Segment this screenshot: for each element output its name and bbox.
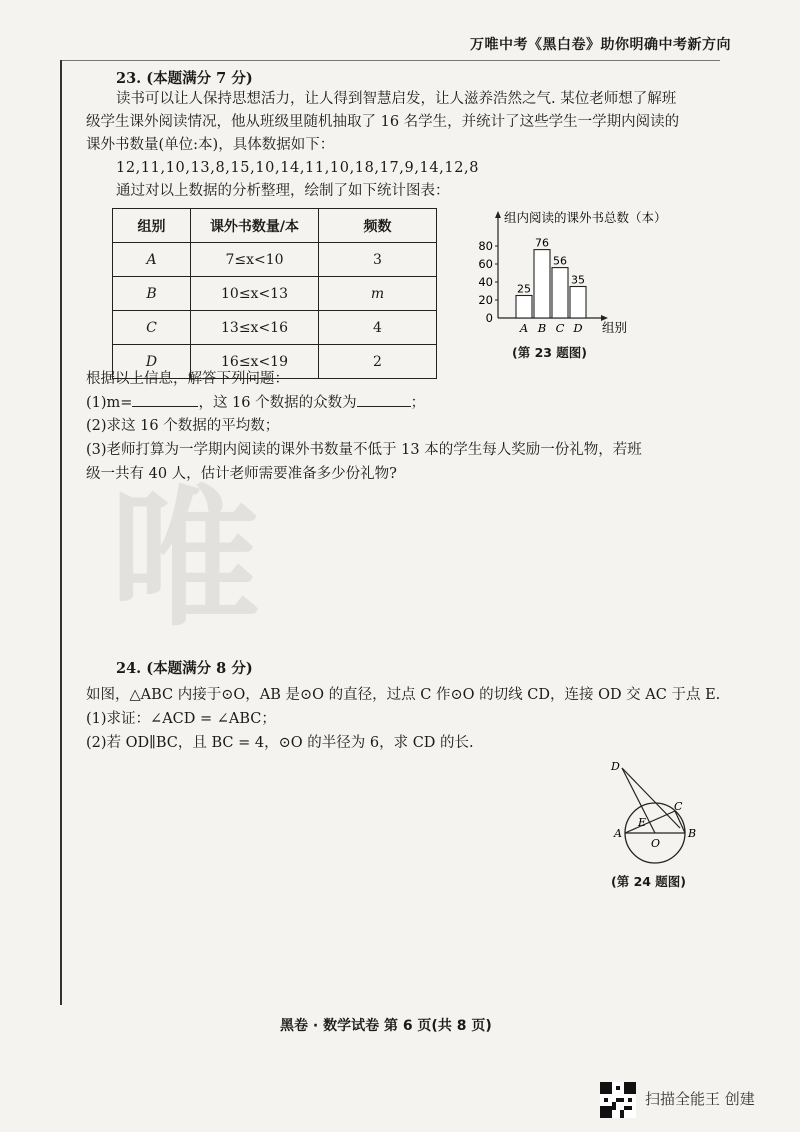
q23-after-data: 通过对以上数据的分析整理，绘制了如下统计图表： bbox=[116, 183, 450, 199]
y-tick-label: 0 bbox=[485, 311, 493, 325]
q23-part3-line1: (3)老师打算为一学期内阅读的课外书数量不低于 13 本的学生每人奖励一份礼物，若班 bbox=[86, 442, 642, 458]
table-cell: 10≤x<13 bbox=[191, 277, 319, 311]
bar-a bbox=[516, 296, 532, 319]
data-label: 76 bbox=[535, 236, 549, 250]
table-header-row bbox=[113, 209, 437, 243]
table-cell: C bbox=[113, 311, 191, 345]
y-axis-arrow-icon bbox=[495, 211, 501, 218]
x-tick-label: C bbox=[555, 321, 565, 335]
q24-title: 24. (本题满分 8 分) bbox=[116, 660, 253, 677]
page-footer: 黑卷 · 数学试卷 第 6 页(共 8 页) bbox=[280, 1018, 492, 1034]
data-label: 25 bbox=[517, 282, 531, 296]
answer-blank-m[interactable] bbox=[132, 392, 198, 407]
margin-rule bbox=[60, 60, 62, 1005]
header-slogan: 万唯中考《黑白卷》助你明确中考新方向 bbox=[470, 37, 731, 53]
q23-data-line: 12,11,10,13,8,15,10,14,11,10,18,17,9,14,12,8 bbox=[116, 160, 480, 176]
q24-line3: (2)若 OD∥BC，且 BC = 4，⊙O 的半径为 6，求 CD 的长. bbox=[86, 735, 474, 751]
point-a-label: A bbox=[614, 827, 622, 840]
bar-c bbox=[552, 268, 568, 318]
point-b-label: B bbox=[688, 827, 697, 840]
table-cell: 4 bbox=[319, 311, 437, 345]
table-cell: 3 bbox=[319, 243, 437, 277]
table-row bbox=[113, 277, 437, 311]
table-cell: 7≤x<10 bbox=[191, 243, 319, 277]
bar-d bbox=[570, 287, 586, 319]
q23-part1-label: (1)m= bbox=[86, 395, 133, 411]
data-label: 56 bbox=[553, 254, 567, 268]
point-e-label: E bbox=[638, 816, 647, 829]
q23-part1 bbox=[86, 392, 425, 414]
table-row bbox=[113, 243, 437, 277]
frequency-table bbox=[112, 208, 437, 379]
y-tick-label: 40 bbox=[478, 275, 493, 289]
bar-chart bbox=[470, 205, 667, 340]
y-tick-label: 60 bbox=[478, 257, 493, 271]
chart-title: 组内阅读的课外书总数（本） bbox=[504, 210, 667, 225]
q24-line1: 如图，△ABC 内接于⊙O，AB 是⊙O 的直径，过点 C 作⊙O 的切线 CD，连接 OD 交 AC 于点 E. bbox=[86, 687, 721, 703]
q23-intro-line2: 级学生课外阅读情况，他从班级里随机抽取了 16 名学生，并统计了这些学生一学期内阅读的 bbox=[86, 114, 680, 130]
q23-part1-end: ； bbox=[410, 395, 426, 411]
point-o-label: O bbox=[651, 837, 661, 850]
table-cell: 2 bbox=[319, 345, 437, 379]
tangent-cd bbox=[622, 768, 680, 828]
q23-part3-line2: 级一共有 40 人，估计老师需要准备多少份礼物? bbox=[86, 466, 397, 482]
y-tick-label: 20 bbox=[478, 293, 493, 307]
table-cell: 13≤x<16 bbox=[191, 311, 319, 345]
point-d-label: D bbox=[611, 760, 620, 773]
q24-line2: (1)求证：∠ACD = ∠ABC； bbox=[86, 711, 276, 727]
header-divider bbox=[60, 60, 720, 61]
bar-b bbox=[534, 250, 550, 318]
table-cell: m bbox=[319, 277, 437, 311]
x-tick-label: B bbox=[537, 321, 547, 335]
table-header-cell: 频数 bbox=[319, 209, 437, 243]
circle-geometry-figure bbox=[600, 750, 710, 870]
table-cell: A bbox=[113, 243, 191, 277]
point-c-label: C bbox=[674, 800, 683, 813]
answer-blank-mode[interactable] bbox=[357, 392, 411, 407]
table-row bbox=[113, 311, 437, 345]
q24-figure-caption: (第 24 题图) bbox=[611, 874, 687, 889]
scanner-watermark: 扫描全能王 创建 bbox=[645, 1090, 755, 1108]
x-axis-label: 组别 bbox=[602, 320, 628, 335]
y-tick-label: 80 bbox=[478, 239, 493, 253]
table-cell: D bbox=[113, 345, 191, 379]
data-label: 35 bbox=[571, 273, 585, 287]
q23-intro-line3: 课外书数量(单位:本)，具体数据如下： bbox=[86, 137, 335, 153]
watermark: 唯 bbox=[110, 473, 261, 647]
q23-title: 23. (本题满分 7 分) bbox=[116, 70, 253, 87]
table-header-cell: 课外书数量/本 bbox=[191, 209, 319, 243]
table-cell: B bbox=[113, 277, 191, 311]
table-cell: 16≤x<19 bbox=[191, 345, 319, 379]
q23-part2: (2)求这 16 个数据的平均数； bbox=[86, 418, 280, 434]
x-tick-label: D bbox=[573, 321, 583, 335]
x-tick-label: A bbox=[519, 321, 529, 335]
qr-code-icon bbox=[600, 1082, 636, 1118]
q23-prompt: 根据以上信息，解答下列问题： bbox=[86, 371, 289, 387]
q23-part1-mode: ，这 16 个数据的众数为 bbox=[198, 395, 357, 411]
q23-figure-caption: (第 23 题图) bbox=[512, 345, 588, 360]
q23-intro-line1: 读书可以让人保持思想活力，让人得到智慧启发，让人滋养浩然之气. 某位老师想了解班 bbox=[116, 91, 677, 107]
table-header-cell: 组别 bbox=[113, 209, 191, 243]
